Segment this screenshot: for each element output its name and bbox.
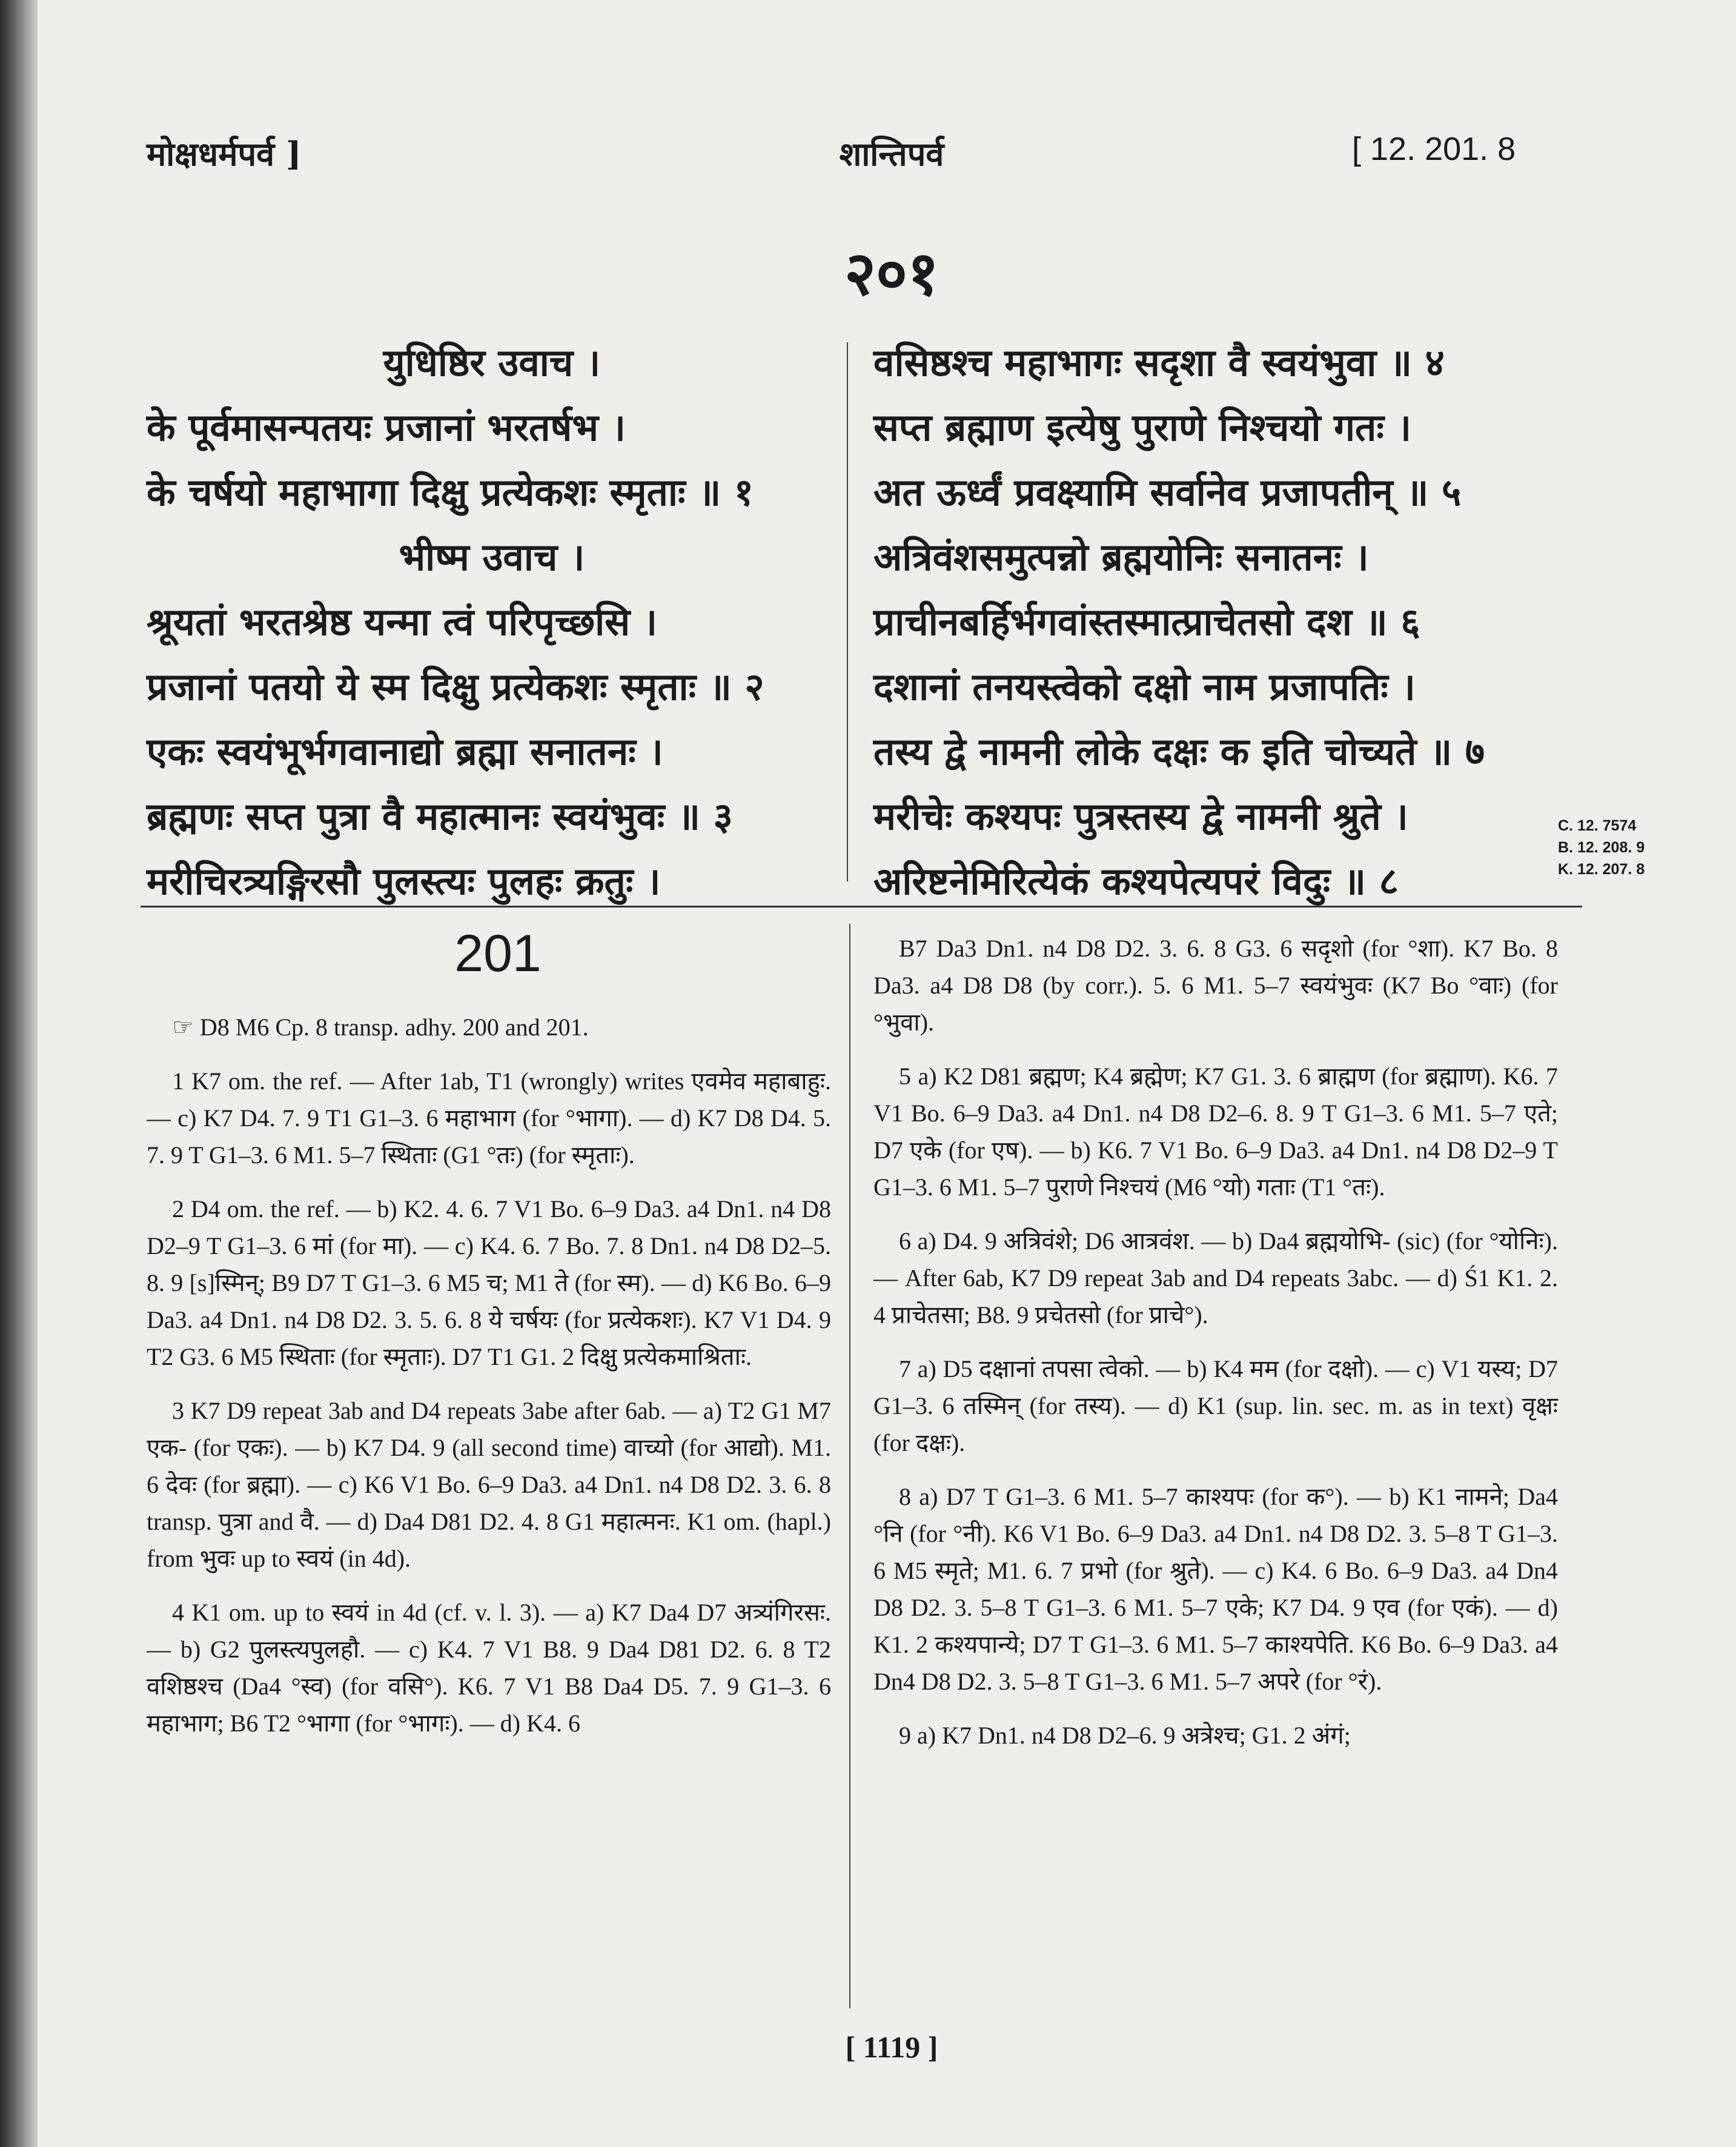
speaker-heading: भीष्म उवाच ।: [399, 535, 585, 579]
critical-notes-left: [147, 1009, 831, 1759]
page: [38, 0, 1736, 2147]
page-number: [ 1119 ]: [845, 2030, 938, 2064]
critical-note: 8 a) D7 T G1–3. 6 M1. 5–7 काश्यपः (for क°). — b) K1 नामने; Da4 °नि (for °नी). K6 V1 Bo. 6–9 Da3. a4 Dn1. n4 D8 D2. 3. 5–8 T G1–3. 6 M5 स्मृते; M1. 6. 7 प्रभो (for श्रुते). — c) K4. 6 Bo. 6–9 Da3. a4 Dn4 D8 D2. 3. 5–8 T G1–3. 6 M1. 5–7 एके; K7 D4. 9 एव (for एकं). — d) K1. 2 कश्यपान्ये; D7 T G1–3. 6 M1. 5–7 काश्यपेति. K6 Bo. 6–9 Da3. a4 Dn4 D8 D2. 3. 5–8 T G1–3. 6 M1. 5–7 अपरे (for °रं).: [873, 1483, 1558, 1695]
verse-line: के पूर्वमासन्पतयः प्रजानां भरतर्षभ ।: [147, 405, 626, 450]
verse-line: एकः स्वयंभूर्भगवानाद्यो ब्रह्मा सनातनः ।: [147, 729, 663, 774]
text-apparatus-rule: [141, 906, 1582, 908]
verse-column-right: [873, 330, 1558, 914]
critical-note: 7 a) D5 दक्षानां तपसा त्वेको. — b) K4 मम (for दक्षो). — c) V1 यस्य; D7 G1–3. 6 तस्मिन् (for तस्य). — d) K1 (sup. lin. sec. m. as in text) वृक्षः (for दक्षः).: [873, 1355, 1558, 1456]
critical-note: 3 K7 D9 repeat 3ab and D4 repeats 3abe after 6ab. — a) T2 G1 M7 एक- (for एकः). — b) K7 D4. 9 (all second time) वाच्यो (for आद्यो). M1. 6 देवः (for ब्रह्मा). — c) K6 V1 Bo. 6–9 Da3. a4 Dn1. n4 D8 D2. 3. 6. 8 transp. पुत्रा and वै. — d) Da4 D81 D2. 4. 8 G1 महात्मनः. K1 om. (hapl.) from भुवः up to स्वयं (in 4d).: [147, 1397, 831, 1572]
critical-note: 9 a) K7 Dn1. n4 D8 D2–6. 9 अत्रेश्च; G1. 2 अंगं;: [899, 1722, 1351, 1749]
verse-column-divider: [847, 342, 848, 881]
verse-line: प्राचीनबर्हिर्भगवांस्तस्मात्प्राचेतसो दश ॥ ६: [873, 600, 1420, 644]
notes-column-divider: [849, 924, 850, 2008]
critical-note: 1 K7 om. the ref. — After 1ab, T1 (wrongly) writes एवमेव महाबाहुः. — c) K7 D4. 7. 9 T1 G1–3. 6 महाभाग (for °भागा). — d) K7 D8 D4. 5. 7. 9 T G1–3. 6 M1. 5–7 स्थिताः (G1 °तः) (for स्मृताः).: [147, 1067, 831, 1169]
verse-line: दशानां तनयस्त्वेको दक्षो नाम प्रजापतिः ।: [873, 665, 1416, 709]
running-head-parvan: मोक्षधर्मपर्व ]: [147, 134, 302, 173]
critical-notes-right: [873, 930, 1558, 1771]
verse-line: मरीचेः कश्यपः पुत्रस्तस्य द्वे नामनी श्रुते ।: [873, 794, 1408, 838]
verse-line: अरिष्टनेमिरित्येकं कश्यपेत्यपरं विदुः ॥ ८: [873, 859, 1399, 903]
adhyaya-number: 201: [454, 924, 542, 983]
verse-line: के चर्षयो महाभागा दिक्षु प्रत्येकशः स्मृताः ॥ १: [147, 470, 754, 514]
concordance-kumbhakonam: K. 12. 207. 8: [1558, 861, 1645, 878]
critical-note: ☞ D8 M6 Cp. 8 transp. adhy. 200 and 201.: [172, 1014, 589, 1041]
book-spine-shadow: [0, 0, 38, 2147]
verse-line: वसिष्ठश्च महाभागः सदृशा वै स्वयंभुवा ॥ ४: [873, 340, 1445, 385]
speaker-heading: युधिष्ठिर उवाच ।: [383, 340, 601, 385]
verse-line: मरीचिरत्र्यङ्गिरसौ पुलस्त्यः पुलहः क्रतुः ।: [147, 859, 661, 903]
running-head-reference: [ 12. 201. 8: [1352, 131, 1516, 167]
running-head-title: शान्तिपर्व: [839, 134, 944, 173]
verse-line: सप्त ब्रह्माण इत्येषु पुराणे निश्चयो गतः ।: [873, 405, 1411, 450]
critical-note: 4 K1 om. up to स्वयं in 4d (cf. v. l. 3). — a) K7 Da4 D7 अत्र्यंगिरसः. — b) G2 पुलस्त्यपुलहौ. — c) K4. 7 V1 B8. 9 Da4 D81 D2. 6. 8 T2 वशिष्ठश्च (Da4 °स्व) (for वसि°). K6. 7 V1 B8 Da4 D5. 7. 9 G1–3. 6 महाभाग; B6 T2 °भागा (for °भागः). — d) K4. 6: [147, 1599, 831, 1737]
adhyaya-number-devanagari: २०१: [844, 237, 939, 309]
critical-note: 5 a) K2 D81 ब्रह्मण; K4 ब्रह्मेण; K7 G1. 3. 6 ब्राह्मण (for ब्रह्माण). K6. 7 V1 Bo. 6–9 Da3. a4 Dn1. n4 D8 D2–6. 8. 9 T G1–3. 6 M1. 5–7 एते; D7 एके (for एष). — b) K6. 7 V1 Bo. 6–9 Da3. a4 Dn1. n4 D8 D2–9 T G1–3. 6 M1. 5–7 पुराणे निश्चयं (M6 °यो) गताः (T1 °तः).: [873, 1063, 1558, 1201]
verse-line: तस्य द्वे नामनी लोके दक्षः क इति चोच्यते ॥ ७: [873, 729, 1485, 774]
verse-line: अत ऊर्ध्वं प्रवक्ष्यामि सर्वानेव प्रजापतीन् ॥ ५: [873, 470, 1462, 514]
concordance-bombay: B. 12. 208. 9: [1558, 839, 1645, 856]
verse-line: श्रूयतां भरतश्रेष्ठ यन्मा त्वं परिपृच्छसि ।: [147, 600, 658, 644]
concordance-calcutta: C. 12. 7574: [1558, 817, 1637, 834]
verse-column-left: [147, 330, 837, 914]
critical-note: 6 a) D4. 9 अत्रिवंशे; D6 आत्रवंश. — b) Da4 ब्रह्मयोभि- (sic) (for °योनिः). — After 6ab, K7 D9 repeat 3ab and D4 repeats 3abc. — d) Ś1 K1. 2. 4 प्राचेतसा; B8. 9 प्रचेतसो (for प्राचे°).: [873, 1227, 1558, 1329]
critical-note: B7 Da3 Dn1. n4 D8 D2. 3. 6. 8 G3. 6 सदृशो (for °शा). K7 Bo. 8 Da3. a4 D8 D8 (by corr.). 5. 6 M1. 5–7 स्वयंभुवः (K7 Bo °वाः) (for °भुवा).: [873, 935, 1558, 1036]
verse-line: प्रजानां पतयो ये स्म दिक्षु प्रत्येकशः स्मृताः ॥ २: [147, 665, 764, 709]
verse-line: ब्रह्मणः सप्त पुत्रा वै महात्मानः स्वयंभुवः ॥ ३: [147, 794, 733, 838]
critical-note: 2 D4 om. the ref. — b) K2. 4. 6. 7 V1 Bo. 6–9 Da3. a4 Dn1. n4 D8 D2–9 T G1–3. 6 मां (for मा). — c) K4. 6. 7 Bo. 7. 8 Dn1. n4 D8 D2–5. 8. 9 [s]स्मिन्; B9 D7 T G1–3. 6 M5 च; M1 ते (for स्म). — d) K6 Bo. 6–9 Da3. a4 Dn1. n4 D8 D2. 3. 5. 6. 8 ये चर्षयः (for प्रत्येकशः). K7 V1 D4. 9 T2 G3. 6 M5 स्थिताः (for स्मृताः). D7 T1 G1. 2 दिक्षु प्रत्येकमाश्रिताः.: [147, 1195, 831, 1370]
verse-line: अत्रिवंशसमुत्पन्नो ब्रह्मयोनिः सनातनः ।: [873, 535, 1369, 579]
concordance-references: [1558, 815, 1645, 880]
